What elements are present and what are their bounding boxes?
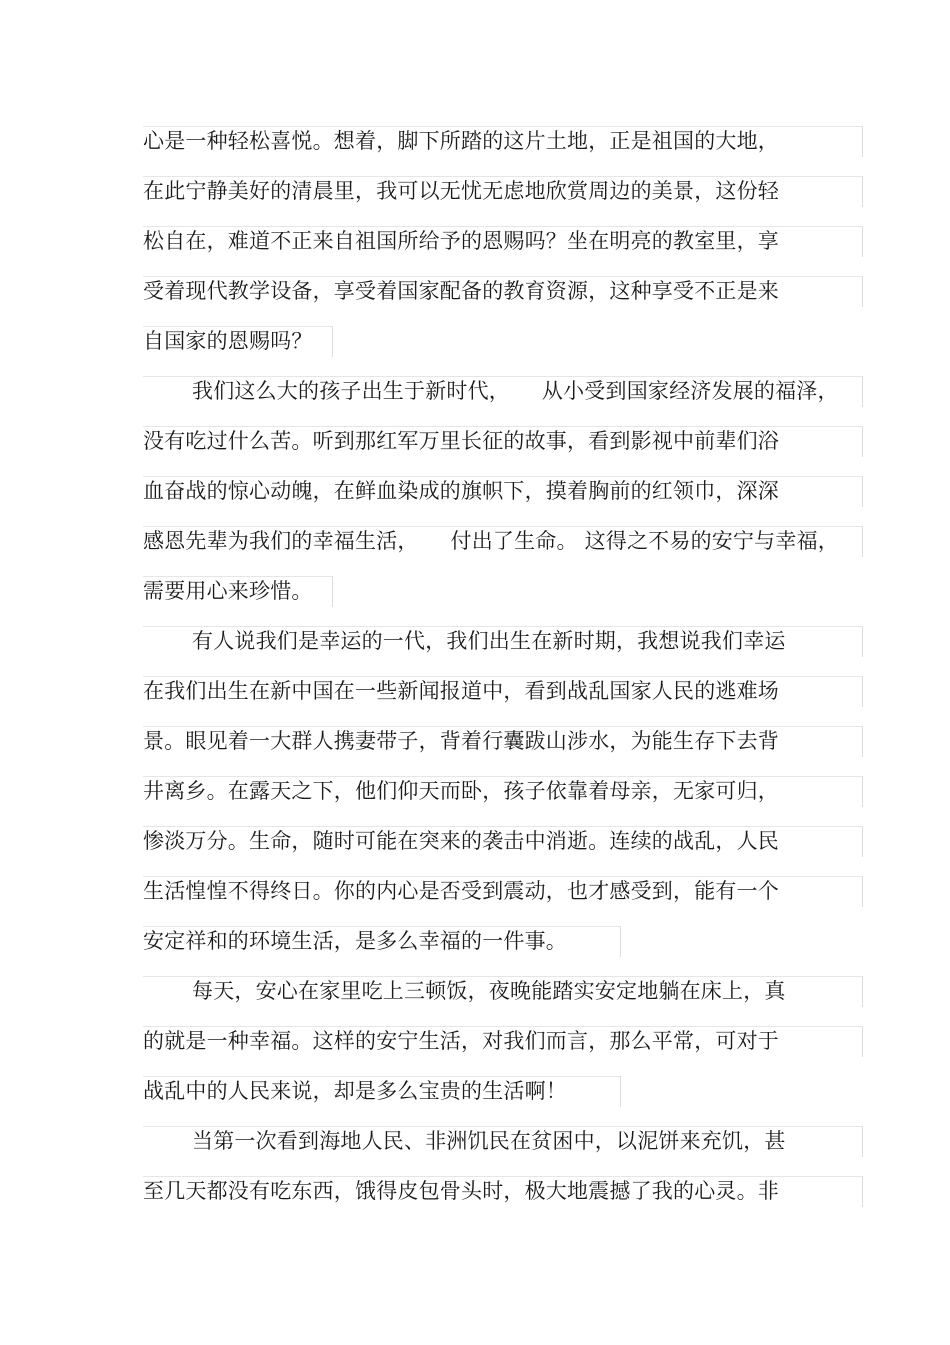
table-rule [620,1076,621,1107]
table-rule [143,926,621,927]
table-rule [862,176,863,207]
table-rule [143,126,863,127]
table-rule [862,976,863,1007]
table-rule [862,426,863,457]
table-rule [862,276,863,307]
table-rule [862,226,863,257]
text-line-1: 心是一种轻松喜悦。想着，脚下所踏的这片土地，正是祖国的大地， [143,129,779,153]
table-rule [143,976,863,977]
table-rule [862,476,863,507]
text-line-20: 战乱中的人民来说，却是多么宝贵的生活啊！ [143,1079,567,1103]
table-rule [143,776,863,777]
text-line-7: 没有吃过什么苦。听到那红军万里长征的故事，看到影视中前辈们浴 [143,429,779,453]
text-line-18: 每天，安心在家里吃上三顿饭，夜晚能踏实安定地躺在床上，真 [192,979,786,1003]
table-rule [862,826,863,857]
table-rule [143,176,863,177]
table-rule [332,576,333,607]
text-line-6: 我们这么大的孩子出生于新时代， 从小受到国家经济发展的福泽， [192,379,839,403]
table-rule [862,1126,863,1157]
text-line-15: 惨淡万分。生命，随时可能在突来的袭击中消逝。连续的战乱，人民 [143,829,779,853]
table-rule [143,626,863,627]
table-rule [143,226,863,227]
table-rule [143,376,863,377]
text-line-17: 安定祥和的环境生活，是多么幸福的一件事。 [143,929,567,953]
table-rule [143,276,863,277]
table-rule [862,776,863,807]
text-line-4: 受着现代教学设备，享受着国家配备的教育资源，这种享受不正是来 [143,279,779,303]
table-rule [862,526,863,557]
text-line-8: 血奋战的惊心动魄，在鲜血染成的旗帜下，摸着胸前的红领巾，深深 [143,479,779,503]
table-rule [862,876,863,907]
table-rule [143,1076,621,1077]
table-rule [143,326,333,327]
text-line-13: 景。眼见着一大群人携妻带子，背着行囊跋山涉水，为能生存下去背 [143,729,779,753]
text-line-11: 有人说我们是幸运的一代，我们出生在新时期，我想说我们幸运 [192,629,786,653]
table-rule [143,676,863,677]
table-rule [862,126,863,157]
table-rule [143,426,863,427]
table-rule [862,626,863,657]
text-line-3: 松自在，难道不正来自祖国所给予的恩赐吗？坐在明亮的教室里，享 [143,229,779,253]
table-rule [143,576,333,577]
table-rule [143,526,863,527]
table-rule [143,476,863,477]
text-line-12: 在我们出生在新中国在一些新闻报道中，看到战乱国家人民的逃难场 [143,679,779,703]
text-line-9: 感恩先辈为我们的幸福生活， 付出了生命。 这得之不易的安宁与幸福， [143,529,839,553]
table-rule [862,726,863,757]
table-rule [332,326,333,357]
text-line-2: 在此宁静美好的清晨里，我可以无忧无虑地欣赏周边的美景，这份轻 [143,179,779,203]
table-rule [862,676,863,707]
table-rule [143,1126,863,1127]
table-rule [143,1026,863,1027]
table-rule [143,826,863,827]
table-rule [143,726,863,727]
text-line-19: 的就是一种幸福。这样的安宁生活，对我们而言，那么平常，可对于 [143,1029,779,1053]
text-line-10: 需要用心来珍惜。 [143,579,313,603]
table-rule [862,1176,863,1207]
table-rule [862,376,863,407]
table-rule [620,926,621,957]
text-line-14: 井离乡。在露天之下，他们仰天而卧，孩子依靠着母亲，无家可归， [143,779,779,803]
table-rule [143,1176,863,1177]
text-line-21: 当第一次看到海地人民、非洲饥民在贫困中，以泥饼来充饥，甚 [192,1129,786,1153]
table-rule [862,1026,863,1057]
table-rule [143,876,863,877]
text-line-22: 至几天都没有吃东西，饿得皮包骨头时，极大地震撼了我的心灵。非 [143,1179,779,1203]
text-line-16: 生活惶惶不得终日。你的内心是否受到震动，也才感受到，能有一个 [143,879,779,903]
text-line-5: 自国家的恩赐吗？ [143,329,313,353]
